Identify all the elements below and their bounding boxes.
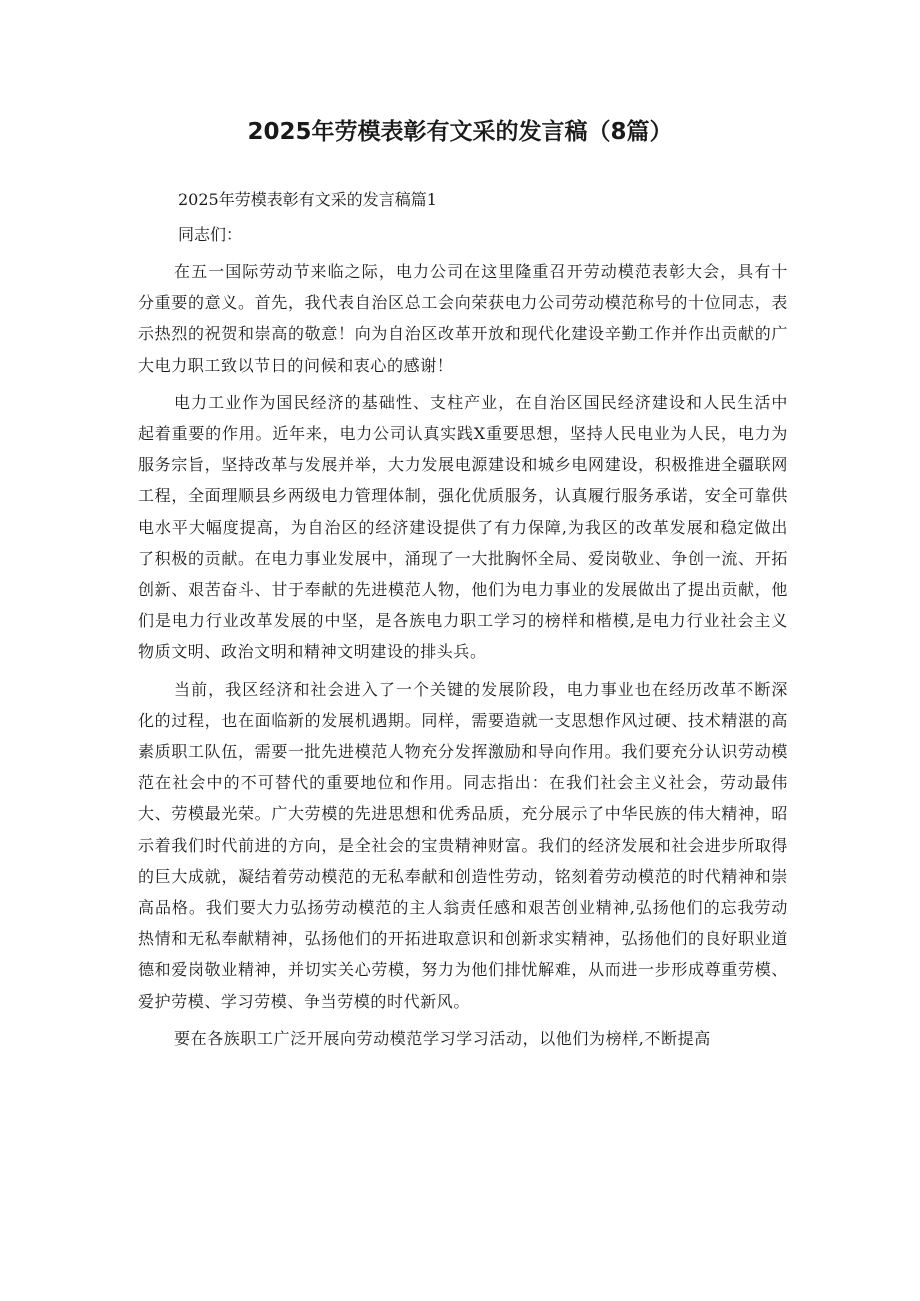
speech-body — [138, 256, 788, 1060]
salutation: 同志们： — [178, 225, 243, 244]
paragraph: 当前，我区经济和社会进入了一个关键的发展阶段，电力事业也在经历改革不断深化的过程，也在面临新的发展机遇期。同样，需要造就一支思想作风过硬、技术精湛的高素质职工队伍，需要一批先进模范人物充分发挥激励和导向作用。我们要充分认识劳动模范在社会中的不可替代的重要地位和作用。同志指出：在我们社会主义社会，劳动最伟大、劳模最光荣。广大劳模的先进思想和优秀品质，充分展示了中华民族的伟大精神，昭示着我们时代前进的方向，是全社会的宝贵精神财富。我们的经济发展和社会进步所取得的巨大成就，凝结着劳动模范的无私奉献和创造性劳动，铭刻着劳动模范的时代精神和崇高品格。我们要大力弘扬劳动模范的主人翁责任感和艰苦创业精神,弘扬他们的忘我劳动热情和无私奉献精神，弘扬他们的开拓进取意识和创新求实精神，弘扬他们的良好职业道德和爱岗敬业精神，并切实关心劳模，努力为他们排忧解难，从而进一步形成尊重劳模、爱护劳模、学习劳模、争当劳模的时代新风。 — [138, 679, 788, 1011]
section-heading: 2025年劳模表彰有文采的发言稿篇1 — [178, 190, 437, 209]
paragraph: 在五一国际劳动节来临之际，电力公司在这里隆重召开劳动模范表彰大会，具有十分重要的意义。首先，我代表自治区总工会向荣获电力公司劳动模范称号的十位同志，表示热烈的祝贺和崇高的敬意！向为自治区改革开放和现代化建设辛勤工作并作出贡献的广大电力职工致以节日的问候和衷心的感谢！ — [138, 262, 788, 375]
paragraph: 电力工业作为国民经济的基础性、支柱产业，在自治区国民经济建设和人民生活中起着重要的作用。近年来，电力公司认真实践X重要思想，坚持人民电业为人民，电力为服务宗旨，坚持改革与发展并举，大力发展电源建设和城乡电网建设，积极推进全疆联网工程，全面理顺县乡两级电力管理体制，强化优质服务，认真履行服务承诺，安全可靠供电水平大幅度提高，为自治区的经济建设提供了有力保障,为我区的改革发展和稳定做出了积极的贡献。在电力事业发展中，涌现了一大批胸怀全局、爱岗敬业、争创一流、开拓创新、艰苦奋斗、甘于奉献的先进模范人物，他们为电力事业的发展做出了提出贡献，他们是电力行业改革发展的中坚，是各族电力职工学习的榜样和楷模,是电力行业社会主义物质文明、政治文明和精神文明建设的排头兵。 — [138, 392, 788, 662]
document-title: 2025年劳模表彰有文采的发言稿（8篇） — [247, 119, 673, 145]
paragraph: 要在各族职工广泛开展向劳动模范学习学习活动，以他们为榜样,不断提高 — [174, 1028, 711, 1048]
